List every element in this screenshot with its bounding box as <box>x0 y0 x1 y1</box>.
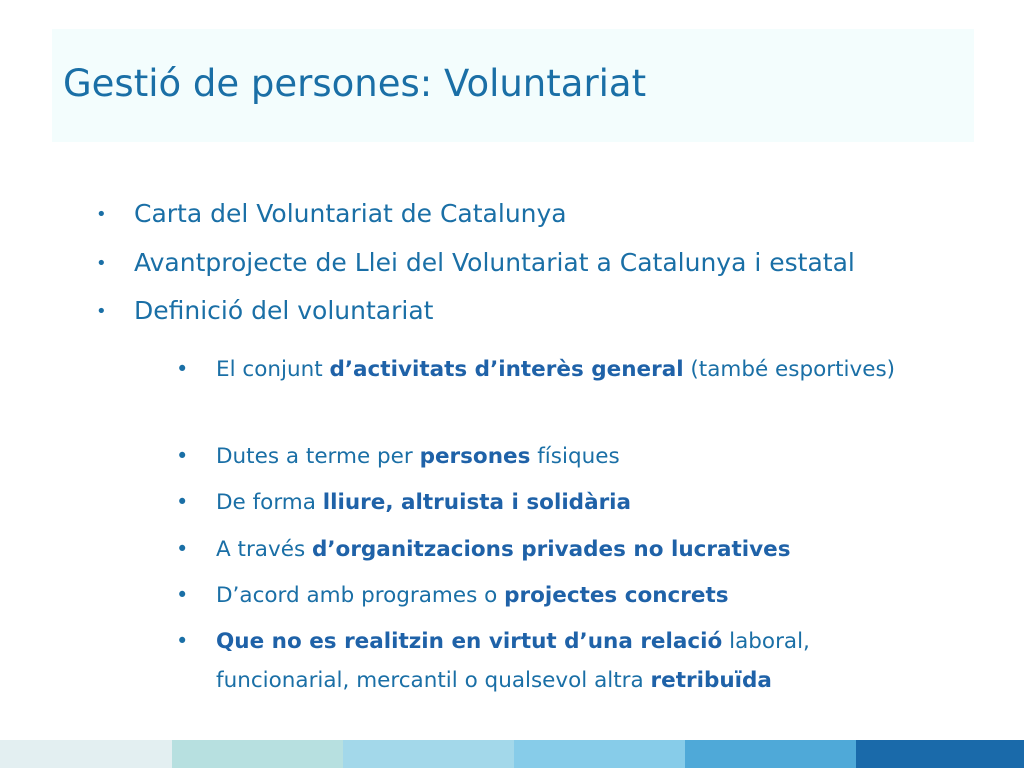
bullet-item <box>96 296 433 327</box>
sub-bullet-item <box>176 530 936 569</box>
footer-stripe <box>0 740 172 768</box>
footer-stripe <box>685 740 856 768</box>
sub-bullet-marker: • <box>176 490 189 514</box>
slide-title: Gestió de persones: Voluntariat <box>63 62 647 105</box>
sub-bullet-item <box>176 576 936 615</box>
bullet-marker: • <box>96 253 107 274</box>
sub-bullet-marker: • <box>176 357 189 381</box>
sub-bullet-text <box>216 576 936 615</box>
sub-bullet-text <box>216 437 936 476</box>
text-run: Dutes a terme per <box>216 444 420 469</box>
footer-color-bar <box>0 740 1024 768</box>
footer-stripe <box>343 740 514 768</box>
sub-bullet-text <box>216 622 936 700</box>
text-run: El conjunt <box>216 357 330 382</box>
sub-bullet-item <box>176 437 936 476</box>
bold-run: projectes concrets <box>504 583 729 608</box>
bullet-marker: • <box>96 204 107 225</box>
bold-run: lliure, altruista i solidària <box>322 490 632 515</box>
text-run: D’acord amb programes o <box>216 583 505 608</box>
sub-bullet-item <box>176 622 936 700</box>
sub-bullet-marker: • <box>176 537 189 561</box>
footer-stripe <box>172 740 343 768</box>
bold-run: retribuïda <box>650 668 772 693</box>
bullet-text: Avantprojecte de Llei del Voluntariat a Catalunya i estatal <box>134 248 855 277</box>
sub-bullet-text <box>216 530 936 569</box>
bold-run: persones <box>419 444 531 469</box>
sub-bullet-item <box>176 350 936 389</box>
bullet-text: Carta del Voluntariat de Catalunya <box>134 199 567 228</box>
sub-bullet-item <box>176 483 936 522</box>
bullet-text: Definició del voluntariat <box>134 296 434 325</box>
sub-bullet-marker: • <box>176 629 189 653</box>
sub-bullet-text <box>216 350 936 389</box>
bold-run: Que no es realitzin en virtut d’una relació <box>216 629 723 654</box>
sub-bullet-marker: • <box>176 444 189 468</box>
sub-bullet-marker: • <box>176 583 189 607</box>
bold-run: d’organitzacions privades no lucratives <box>311 537 791 562</box>
footer-stripe <box>514 740 685 768</box>
text-run: De forma <box>216 490 323 515</box>
text-run: (també esportives) <box>683 357 896 382</box>
bullet-marker: • <box>96 301 107 322</box>
bullet-item <box>96 248 855 279</box>
footer-stripe <box>856 740 1024 768</box>
text-run: físiques <box>530 444 620 469</box>
bullet-item <box>96 199 567 230</box>
sub-bullet-text <box>216 483 936 522</box>
text-run: laboral, funcionarial, mercantil o qualsevol altra <box>216 629 810 693</box>
text-run: A través <box>216 537 312 562</box>
bold-run: d’activitats d’interès general <box>329 357 684 382</box>
